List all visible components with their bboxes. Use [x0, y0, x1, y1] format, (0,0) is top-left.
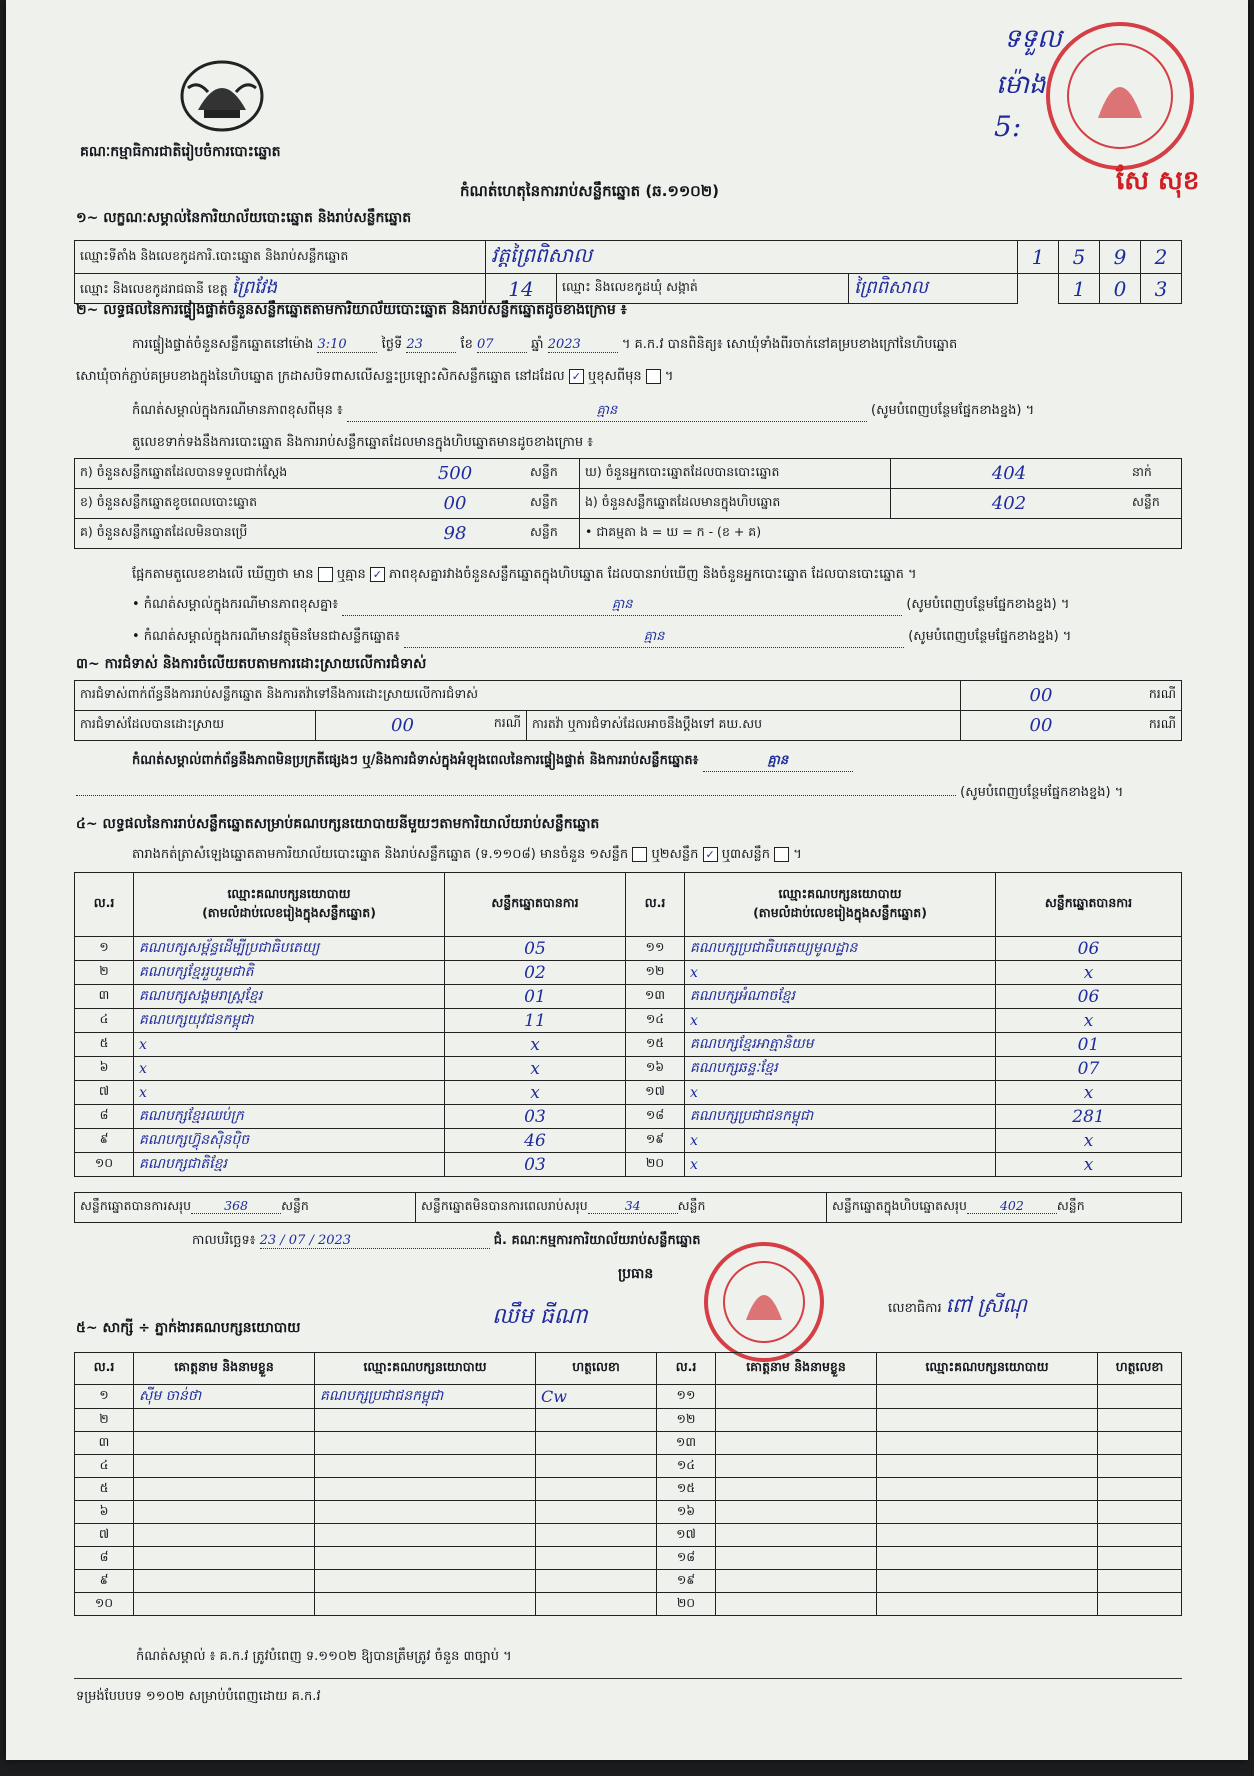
section5-heading: ៥~ សាក្សី ÷ ភ្នាក់ងារគណបក្សនយោបាយ	[76, 1320, 301, 1336]
party-name: x	[685, 961, 996, 985]
objection-row2b-label: ការតវ៉ា ឬការជំទាស់ដែលអាចនឹងប្តឹងទៅ គឃ.សប	[527, 711, 961, 741]
witness-party	[315, 1570, 536, 1593]
row-no: ៦	[75, 1501, 134, 1524]
witness-party	[877, 1501, 1098, 1524]
row-no: ១០	[75, 1593, 134, 1616]
irregularity-note-2: (សូមបំពេញបន្ថែមផ្នែកខាងខ្នង) ។	[76, 784, 1123, 803]
commune-label: ឈ្មោះ និងលេខកូដឃុំ សង្កាត់	[557, 274, 849, 304]
party-name: គណបក្សប្រជាធិបតេយ្យមូលដ្ឋាន	[685, 937, 996, 961]
section1-heading: ១~ លក្ខណៈសម្គាល់នៃការិយាល័យបោះឆ្នោត និងរាប់សន្លឹកឆ្នោត	[76, 210, 412, 226]
witness-party	[315, 1547, 536, 1570]
witness-row	[75, 1501, 1182, 1524]
tally-3-checkbox[interactable]	[774, 847, 789, 862]
diff-note-line: កំណត់សម្គាល់ក្នុងករណីមានភាពខុសពីមុន ៖ គ្មាន (សូមបំពេញបន្ថែមផ្នែកខាងខ្នង) ។	[132, 402, 1034, 422]
party-name: x	[685, 1129, 996, 1153]
bullet-diff: • កំណត់សម្គាល់ក្នុងករណីមានភាពខុសគ្នា៖ គ្មាន (សូមបំពេញបន្ថែមផ្នែកខាងខ្នង) ។	[132, 596, 1069, 616]
party-name: គណបក្សខ្មែរឈប់ក្រ	[134, 1105, 445, 1129]
figure-left-label: គ) ចំនួនសន្លឹកឆ្នោតដែលមិនបានប្រើ	[75, 519, 386, 549]
figure-left-label: ខ) ចំនួនសន្លឹកឆ្នោតខូចពេលបោះឆ្នោត	[75, 489, 386, 519]
row-no: ១៩	[657, 1570, 716, 1593]
witness-signature	[536, 1524, 657, 1547]
witness-name	[134, 1547, 315, 1570]
witness-party	[315, 1455, 536, 1478]
witness-party	[315, 1524, 536, 1547]
date-line: កាលបរិច្ឆេទ៖ 23 / 07 / 2023 ជំ. គណៈកម្មការការិយាល័យរាប់សន្លឹកឆ្នោត	[192, 1233, 701, 1248]
witness-name	[134, 1570, 315, 1593]
results-row	[75, 1081, 1182, 1105]
day-value: 23	[406, 337, 456, 353]
results-row	[75, 1057, 1182, 1081]
witness-row	[75, 1478, 1182, 1501]
witness-name	[134, 1501, 315, 1524]
witness-name	[134, 1593, 315, 1616]
province-cell: ឈ្មោះ និងលេខកូដរាជធានី ខេត្ត ព្រៃវែង	[75, 274, 486, 304]
figure-left-value: 500	[385, 459, 525, 489]
row-no: ៨	[75, 1547, 134, 1570]
witness-name	[716, 1432, 877, 1455]
president-signature: ឈឹម ធីណា	[492, 1304, 588, 1329]
party-votes: 46	[445, 1129, 626, 1153]
results-row	[75, 1129, 1182, 1153]
party-name: x	[685, 1153, 996, 1177]
witness-row	[75, 1409, 1182, 1432]
office-code-3: 9	[1100, 241, 1141, 274]
page-title: កំណត់ហេតុនៃការរាប់សន្លឹកឆ្នោត (ឆ.១១០២)	[460, 182, 720, 200]
objection-row2b-value: 00	[961, 711, 1122, 741]
row-no: ១	[75, 937, 134, 961]
row-no: ១៨	[626, 1105, 685, 1129]
row-no: ១៤	[657, 1455, 716, 1478]
row-no: ១៥	[626, 1033, 685, 1057]
row-no: ១២	[626, 961, 685, 985]
row-no: ២០	[657, 1593, 716, 1616]
changed-checkbox[interactable]	[646, 369, 661, 384]
party-name: គណបក្សឆន្ទៈខ្មែរ	[685, 1057, 996, 1081]
results-row	[75, 937, 1182, 961]
verification-line-2: សោឃុំចាក់ភ្ជាប់គម្របខាងក្នុងនៃហិបឆ្នោត ក្រដាសបិទពាសលើសន្ទះប្រឡោះសិកសន្លឹកឆ្នោត នៅដដែល ✓ ឬខុសពីមុន ។	[76, 369, 674, 384]
time-value: 5:	[994, 110, 1022, 143]
party-name: x	[134, 1057, 445, 1081]
row-no: ១៥	[657, 1478, 716, 1501]
witness-row	[75, 1547, 1182, 1570]
results-row	[75, 961, 1182, 985]
figure-row	[75, 519, 1182, 549]
row-no: ៥	[75, 1033, 134, 1057]
witness-row	[75, 1524, 1182, 1547]
w-col-no-right: ល.រ	[657, 1353, 716, 1385]
witness-party	[877, 1547, 1098, 1570]
party-name: x	[685, 1009, 996, 1033]
witness-signature	[536, 1547, 657, 1570]
w-col-no-left: ល.រ	[75, 1353, 134, 1385]
figure-right-value: 404	[891, 459, 1128, 489]
w-col-party-left: ឈ្មោះគណបក្សនយោបាយ	[315, 1353, 536, 1385]
row-no: ១១	[626, 937, 685, 961]
figure-right-unit: នាក់	[1127, 459, 1182, 489]
witness-signature	[1098, 1432, 1182, 1455]
results-row	[75, 985, 1182, 1009]
figure-left-value: 00	[385, 489, 525, 519]
w-col-name-right: គោត្តនាម និងនាមខ្លួន	[716, 1353, 877, 1385]
party-name: គណបក្សជាតិខ្មែរ	[134, 1153, 445, 1177]
party-votes: 03	[445, 1105, 626, 1129]
witness-signature	[1098, 1478, 1182, 1501]
witness-name	[716, 1455, 877, 1478]
objection-table	[74, 680, 1182, 741]
results-row	[75, 1105, 1182, 1129]
col-votes-left: សន្លឹកឆ្នោតបានការ	[445, 873, 626, 937]
figure-left-label: ក) ចំនួនសន្លឹកឆ្នោតដែលបានទទួលជាក់ស្តែង	[75, 459, 386, 489]
witness-row	[75, 1385, 1182, 1409]
col-no-left: ល.រ	[75, 873, 134, 937]
col-votes-right: សន្លឹកឆ្នោតបានការ	[996, 873, 1182, 937]
month-value: 07	[477, 337, 527, 353]
col-party-left: ឈ្មោះគណបក្សនយោបាយ (តាមលំដាប់លេខរៀងក្នុងសន្លឹកឆ្នោត)	[134, 873, 445, 937]
year-value: 2023	[548, 337, 618, 353]
witness-party	[877, 1524, 1098, 1547]
witness-signature	[1098, 1593, 1182, 1616]
form-sheet	[6, 0, 1248, 1760]
row-no: ៣	[75, 1432, 134, 1455]
witness-name	[716, 1478, 877, 1501]
row-no: ១៤	[626, 1009, 685, 1033]
witness-name	[134, 1455, 315, 1478]
results-row	[75, 1009, 1182, 1033]
row-no: ៦	[75, 1057, 134, 1081]
valid-total: សន្លឹកឆ្នោតបានការសរុប 368 សន្លឹក	[75, 1193, 416, 1223]
w-col-name-left: គោត្តនាម និងនាមខ្លួន	[134, 1353, 315, 1385]
party-votes: 281	[996, 1105, 1182, 1129]
office-code-4: 2	[1141, 241, 1182, 274]
party-votes: x	[996, 1129, 1182, 1153]
party-votes: x	[996, 1009, 1182, 1033]
row-no: ១១	[657, 1385, 716, 1409]
org-name: គណៈកម្មាធិការជាតិរៀបចំការបោះឆ្នោត	[80, 144, 281, 160]
office-label: ឈ្មោះទីតាំង និងលេខកូដការិ.បោះឆ្នោត និងរាប់សន្លឹកឆ្នោត	[75, 241, 486, 274]
committee-stamp	[704, 1242, 824, 1362]
witness-name: ស៊ីម ចាន់ថា	[134, 1385, 315, 1409]
time-value: 3:10	[317, 337, 377, 353]
figure-formula: • ជាគម្មតា ង = ឃ = ក - (ខ + គ)	[580, 519, 1182, 549]
tally-2-checkbox[interactable]: ✓	[703, 847, 718, 862]
results-row	[75, 1033, 1182, 1057]
witness-signature	[1098, 1409, 1182, 1432]
row-no: ១៦	[626, 1057, 685, 1081]
witness-name	[716, 1385, 877, 1409]
witness-signature	[536, 1409, 657, 1432]
party-name: គណបក្សប្រជាជនកម្ពុជា	[685, 1105, 996, 1129]
witness-signature: Cw	[536, 1385, 657, 1409]
witness-party: គណបក្សប្រជាជនកម្ពុជា	[315, 1385, 536, 1409]
figure-right-unit: សន្លឹក	[1127, 489, 1182, 519]
figure-right-value: 402	[891, 489, 1128, 519]
party-name: x	[134, 1033, 445, 1057]
tally-1-checkbox[interactable]	[632, 847, 647, 862]
figure-left-value: 98	[385, 519, 525, 549]
row-no: ៨	[75, 1105, 134, 1129]
witness-signature	[536, 1570, 657, 1593]
section4-heading: ៤~ លទ្ធផលនៃការរាប់សន្លឹកឆ្នោតសម្រាប់គណបក្សនយោបាយនីមួយៗតាមការិយាល័យរាប់សន្លឹកឆ្នោត	[76, 816, 600, 832]
president-label: ប្រធាន	[618, 1266, 654, 1282]
objection-row2b-unit: ករណី	[1121, 711, 1182, 741]
section2-heading: ២~ លទ្ធផលនៃការផ្ទៀងផ្ទាត់ចំនួនសន្លឹកឆ្នោតតាមការិយាល័យបោះឆ្នោត និងរាប់សន្លឹកឆ្នោតដូចខាងក្រោម ៖	[76, 302, 627, 318]
time-note: ម៉ោង	[996, 70, 1046, 100]
witness-row	[75, 1455, 1182, 1478]
footer-text: ទម្រង់បែបបទ ១១០២ សម្រាប់បំពេញដោយ គ.ក.វ	[76, 1689, 321, 1704]
witness-party	[315, 1432, 536, 1455]
party-votes: 01	[996, 1033, 1182, 1057]
witness-party	[315, 1501, 536, 1524]
figure-left-unit: សន្លឹក	[525, 459, 580, 489]
party-name: គណបក្សសម្ព័ន្ធដើម្បីប្រជាធិបតេយ្យ	[134, 937, 445, 961]
row-no: ៩	[75, 1570, 134, 1593]
party-name: គណបក្សហ៊្វុនស៊ិនប៉ិច	[134, 1129, 445, 1153]
party-name: x	[685, 1081, 996, 1105]
row-no: ៧	[75, 1524, 134, 1547]
no-diff-checkbox[interactable]: ✓	[370, 567, 385, 582]
row-no: ៥	[75, 1478, 134, 1501]
party-votes: 03	[445, 1153, 626, 1177]
row-no: ១៣	[626, 985, 685, 1009]
witness-party	[877, 1478, 1098, 1501]
witness-name	[134, 1432, 315, 1455]
official-stamp	[1046, 22, 1194, 170]
row-no: ៤	[75, 1009, 134, 1033]
row-no: ៤	[75, 1455, 134, 1478]
witness-name	[716, 1547, 877, 1570]
witness-table	[74, 1352, 1182, 1616]
party-name: គណបក្សអំណាចខ្មែរ	[685, 985, 996, 1009]
party-votes: x	[996, 1081, 1182, 1105]
office-value: វត្តព្រៃពិសាល	[486, 241, 1018, 274]
figure-left-unit: សន្លឹក	[525, 489, 580, 519]
row-no: ១៦	[657, 1501, 716, 1524]
row-no: ១០	[75, 1153, 134, 1177]
party-votes: 01	[445, 985, 626, 1009]
witness-signature	[1098, 1524, 1182, 1547]
secretary-line: លេខាធិការ ពៅ ស្រីណុ	[888, 1293, 1027, 1317]
witness-signature	[536, 1432, 657, 1455]
party-name: x	[134, 1081, 445, 1105]
stamp-signature: សែ សុខ	[1116, 166, 1200, 196]
col-party-right: ឈ្មោះគណបក្សនយោបាយ (តាមលំដាប់លេខរៀងក្នុងសន្លឹកឆ្នោត)	[685, 873, 996, 937]
figure-right-label: ឃ) ចំនួនអ្នកបោះឆ្នោតដែលបានបោះឆ្នោត	[580, 459, 891, 489]
witness-name	[716, 1570, 877, 1593]
witness-name	[716, 1409, 877, 1432]
row-no: ៣	[75, 985, 134, 1009]
witness-party	[877, 1455, 1098, 1478]
row-no: ២	[75, 961, 134, 985]
verification-line: ការផ្ទៀងផ្ទាត់ចំនួនសន្លឹកឆ្នោតនៅម៉ោង 3:10 ថ្ងៃទី 23 ខែ 07 ឆ្នាំ 2023 ។ គ.ក.វ បានពិនិត្យ៖ សោឃុំទាំងពីរចាក់នៅគម្របខាងក្រៅនៃហិបឆ្នោត	[132, 337, 958, 352]
w-col-sig-right: ហត្ថលេខា	[1098, 1353, 1182, 1385]
witness-signature	[1098, 1501, 1182, 1524]
party-votes: 07	[996, 1057, 1182, 1081]
location-table	[74, 240, 1182, 304]
witness-signature	[1098, 1570, 1182, 1593]
witness-party	[877, 1432, 1098, 1455]
received-note: ទទួល	[1004, 24, 1062, 54]
row-no: ១៧	[626, 1081, 685, 1105]
footer-divider	[74, 1678, 1182, 1679]
row-no: ១២	[657, 1409, 716, 1432]
witness-party	[877, 1570, 1098, 1593]
difference-line: ផ្អែកតាមតួលេខខាងលើ ឃើញថា មាន ឬគ្មាន ✓ ភាពខុសគ្នារវាងចំនួនសន្លឹកឆ្នោតក្នុងហិបឆ្នោត ដែលបានរាប់ឃើញ និងចំនួនអ្នកបោះឆ្នោត ដែលបានបោះឆ្នោត ។	[132, 567, 917, 582]
witness-party	[877, 1593, 1098, 1616]
figure-row	[75, 459, 1182, 489]
witness-signature	[1098, 1547, 1182, 1570]
party-votes: 05	[445, 937, 626, 961]
row-no: ១៧	[657, 1524, 716, 1547]
objection-row2-label: ការជំទាស់ដែលបានដោះស្រាយ	[75, 711, 316, 741]
party-votes: x	[445, 1081, 626, 1105]
results-table	[74, 872, 1182, 1177]
figures-intro: តួលេខទាក់ទងនឹងការបោះឆ្នោត និងការរាប់សន្លឹកឆ្នោតដែលមានក្នុងហិបឆ្នោតមានដូចខាងក្រោម ៖	[132, 435, 593, 450]
witness-row	[75, 1593, 1182, 1616]
nec-logo-icon	[178, 58, 266, 134]
party-votes: 06	[996, 985, 1182, 1009]
figure-left-unit: សន្លឹក	[525, 519, 580, 549]
party-votes: 02	[445, 961, 626, 985]
commune-code-2: 0	[1100, 274, 1141, 304]
commune-spacer	[1018, 274, 1059, 304]
party-votes: 06	[996, 937, 1182, 961]
objection-row1-value: 00	[961, 681, 1122, 711]
party-name: គណបក្សខ្មែររួបរួមជាតិ	[134, 961, 445, 985]
row-no: ១៣	[657, 1432, 716, 1455]
tally-line: តារាងកត់ត្រាសំឡេងឆ្នោតតាមការិយាល័យបោះឆ្នោត និងរាប់សន្លឹកឆ្នោត (ទ.១១០៨) មានចំនួន ១សន្លឹក ឬ២សន្លឹក ✓ ឬ៣សន្លឹក ។	[132, 847, 802, 862]
witness-party	[315, 1478, 536, 1501]
witness-name	[716, 1524, 877, 1547]
party-votes: x	[996, 1153, 1182, 1177]
col-no-right: ល.រ	[626, 873, 685, 937]
party-votes: x	[445, 1057, 626, 1081]
figure-right-label: ង) ចំនួនសន្លឹកឆ្នោតដែលមានក្នុងហិបឆ្នោត	[580, 489, 891, 519]
witness-party	[315, 1409, 536, 1432]
office-code-2: 5	[1059, 241, 1100, 274]
witness-row	[75, 1432, 1182, 1455]
witness-party	[877, 1385, 1098, 1409]
party-votes: x	[445, 1033, 626, 1057]
province-code: 14	[486, 274, 557, 304]
row-no: ១៨	[657, 1547, 716, 1570]
row-no: ៩	[75, 1129, 134, 1153]
results-row	[75, 1153, 1182, 1177]
witness-signature	[536, 1593, 657, 1616]
witness-note: កំណត់សម្គាល់ ៖ គ.ក.វ ត្រូវបំពេញ ទ.១១០២ ឱ្យបានត្រឹមត្រូវ ចំនួន ៣ច្បាប់ ។	[136, 1649, 512, 1664]
objection-row2-value-cell: 00 ករណី	[316, 711, 527, 741]
figures-table	[74, 458, 1182, 549]
same-checkbox[interactable]: ✓	[569, 369, 584, 384]
witness-signature	[536, 1455, 657, 1478]
ballot-total: សន្លឹកឆ្នោតក្នុងហិបឆ្នោតសរុប 402 សន្លឹក	[827, 1193, 1182, 1223]
commune-value: ព្រៃពិសាល	[849, 274, 1018, 304]
witness-name	[134, 1478, 315, 1501]
objection-row1-unit: ករណី	[1121, 681, 1182, 711]
totals-table	[74, 1192, 1182, 1223]
witness-signature	[536, 1478, 657, 1501]
row-no: ២០	[626, 1153, 685, 1177]
witness-party	[315, 1593, 536, 1616]
party-name: គណបក្សខ្មែរអាត្មានិយម	[685, 1033, 996, 1057]
witness-name	[134, 1409, 315, 1432]
figure-row	[75, 489, 1182, 519]
w-col-sig-left: ហត្ថលេខា	[536, 1353, 657, 1385]
witness-signature	[536, 1501, 657, 1524]
commune-code-1: 1	[1059, 274, 1100, 304]
party-name: គណបក្សសង្គមរាស្ត្រខ្មែរ	[134, 985, 445, 1009]
witness-name	[716, 1501, 877, 1524]
has-diff-checkbox[interactable]	[318, 567, 333, 582]
row-no: ៧	[75, 1081, 134, 1105]
row-no: ២	[75, 1409, 134, 1432]
row-no: ១	[75, 1385, 134, 1409]
witness-signature	[1098, 1455, 1182, 1478]
party-votes: x	[996, 961, 1182, 985]
objection-row1-label: ការជំទាស់ពាក់ព័ន្ធនឹងការរាប់សន្លឹកឆ្នោត និងការតវ៉ាទៅនឹងការដោះស្រាយលើការជំទាស់	[75, 681, 961, 711]
witness-party	[877, 1409, 1098, 1432]
party-name: គណបក្សយុវជនកម្ពុជា	[134, 1009, 445, 1033]
section3-heading: ៣~ ការជំទាស់ និងការចំលើយតបតាមការដោះស្រាយលើការជំទាស់	[76, 656, 427, 672]
w-col-party-right: ឈ្មោះគណបក្សនយោបាយ	[877, 1353, 1098, 1385]
bullet-object: • កំណត់សម្គាល់ក្នុងករណីមានវត្ថុមិនមែនជាសន្លឹកឆ្នោត៖ គ្មាន (សូមបំពេញបន្ថែមផ្នែកខាងខ្នង) ។	[132, 628, 1071, 648]
office-code-1: 1	[1018, 241, 1059, 274]
witness-name	[716, 1593, 877, 1616]
commune-code-3: 3	[1141, 274, 1182, 304]
invalid-total: សន្លឹកឆ្នោតមិនបានការពេលរាប់សរុប 34 សន្លឹក	[416, 1193, 827, 1223]
witness-name	[134, 1524, 315, 1547]
witness-signature	[1098, 1385, 1182, 1409]
party-votes: 11	[445, 1009, 626, 1033]
irregularity-note: កំណត់សម្គាល់ពាក់ព័ន្ធនឹងភាពមិនប្រក្រតីផ្សេងៗ ឬ/និងការជំទាស់ក្នុងអំឡុងពេលនៃការផ្ទៀងផ្ទាត់ និងការរាប់សន្លឹកឆ្នោត៖ គ្មាន	[132, 752, 853, 772]
row-no: ១៩	[626, 1129, 685, 1153]
witness-row	[75, 1570, 1182, 1593]
